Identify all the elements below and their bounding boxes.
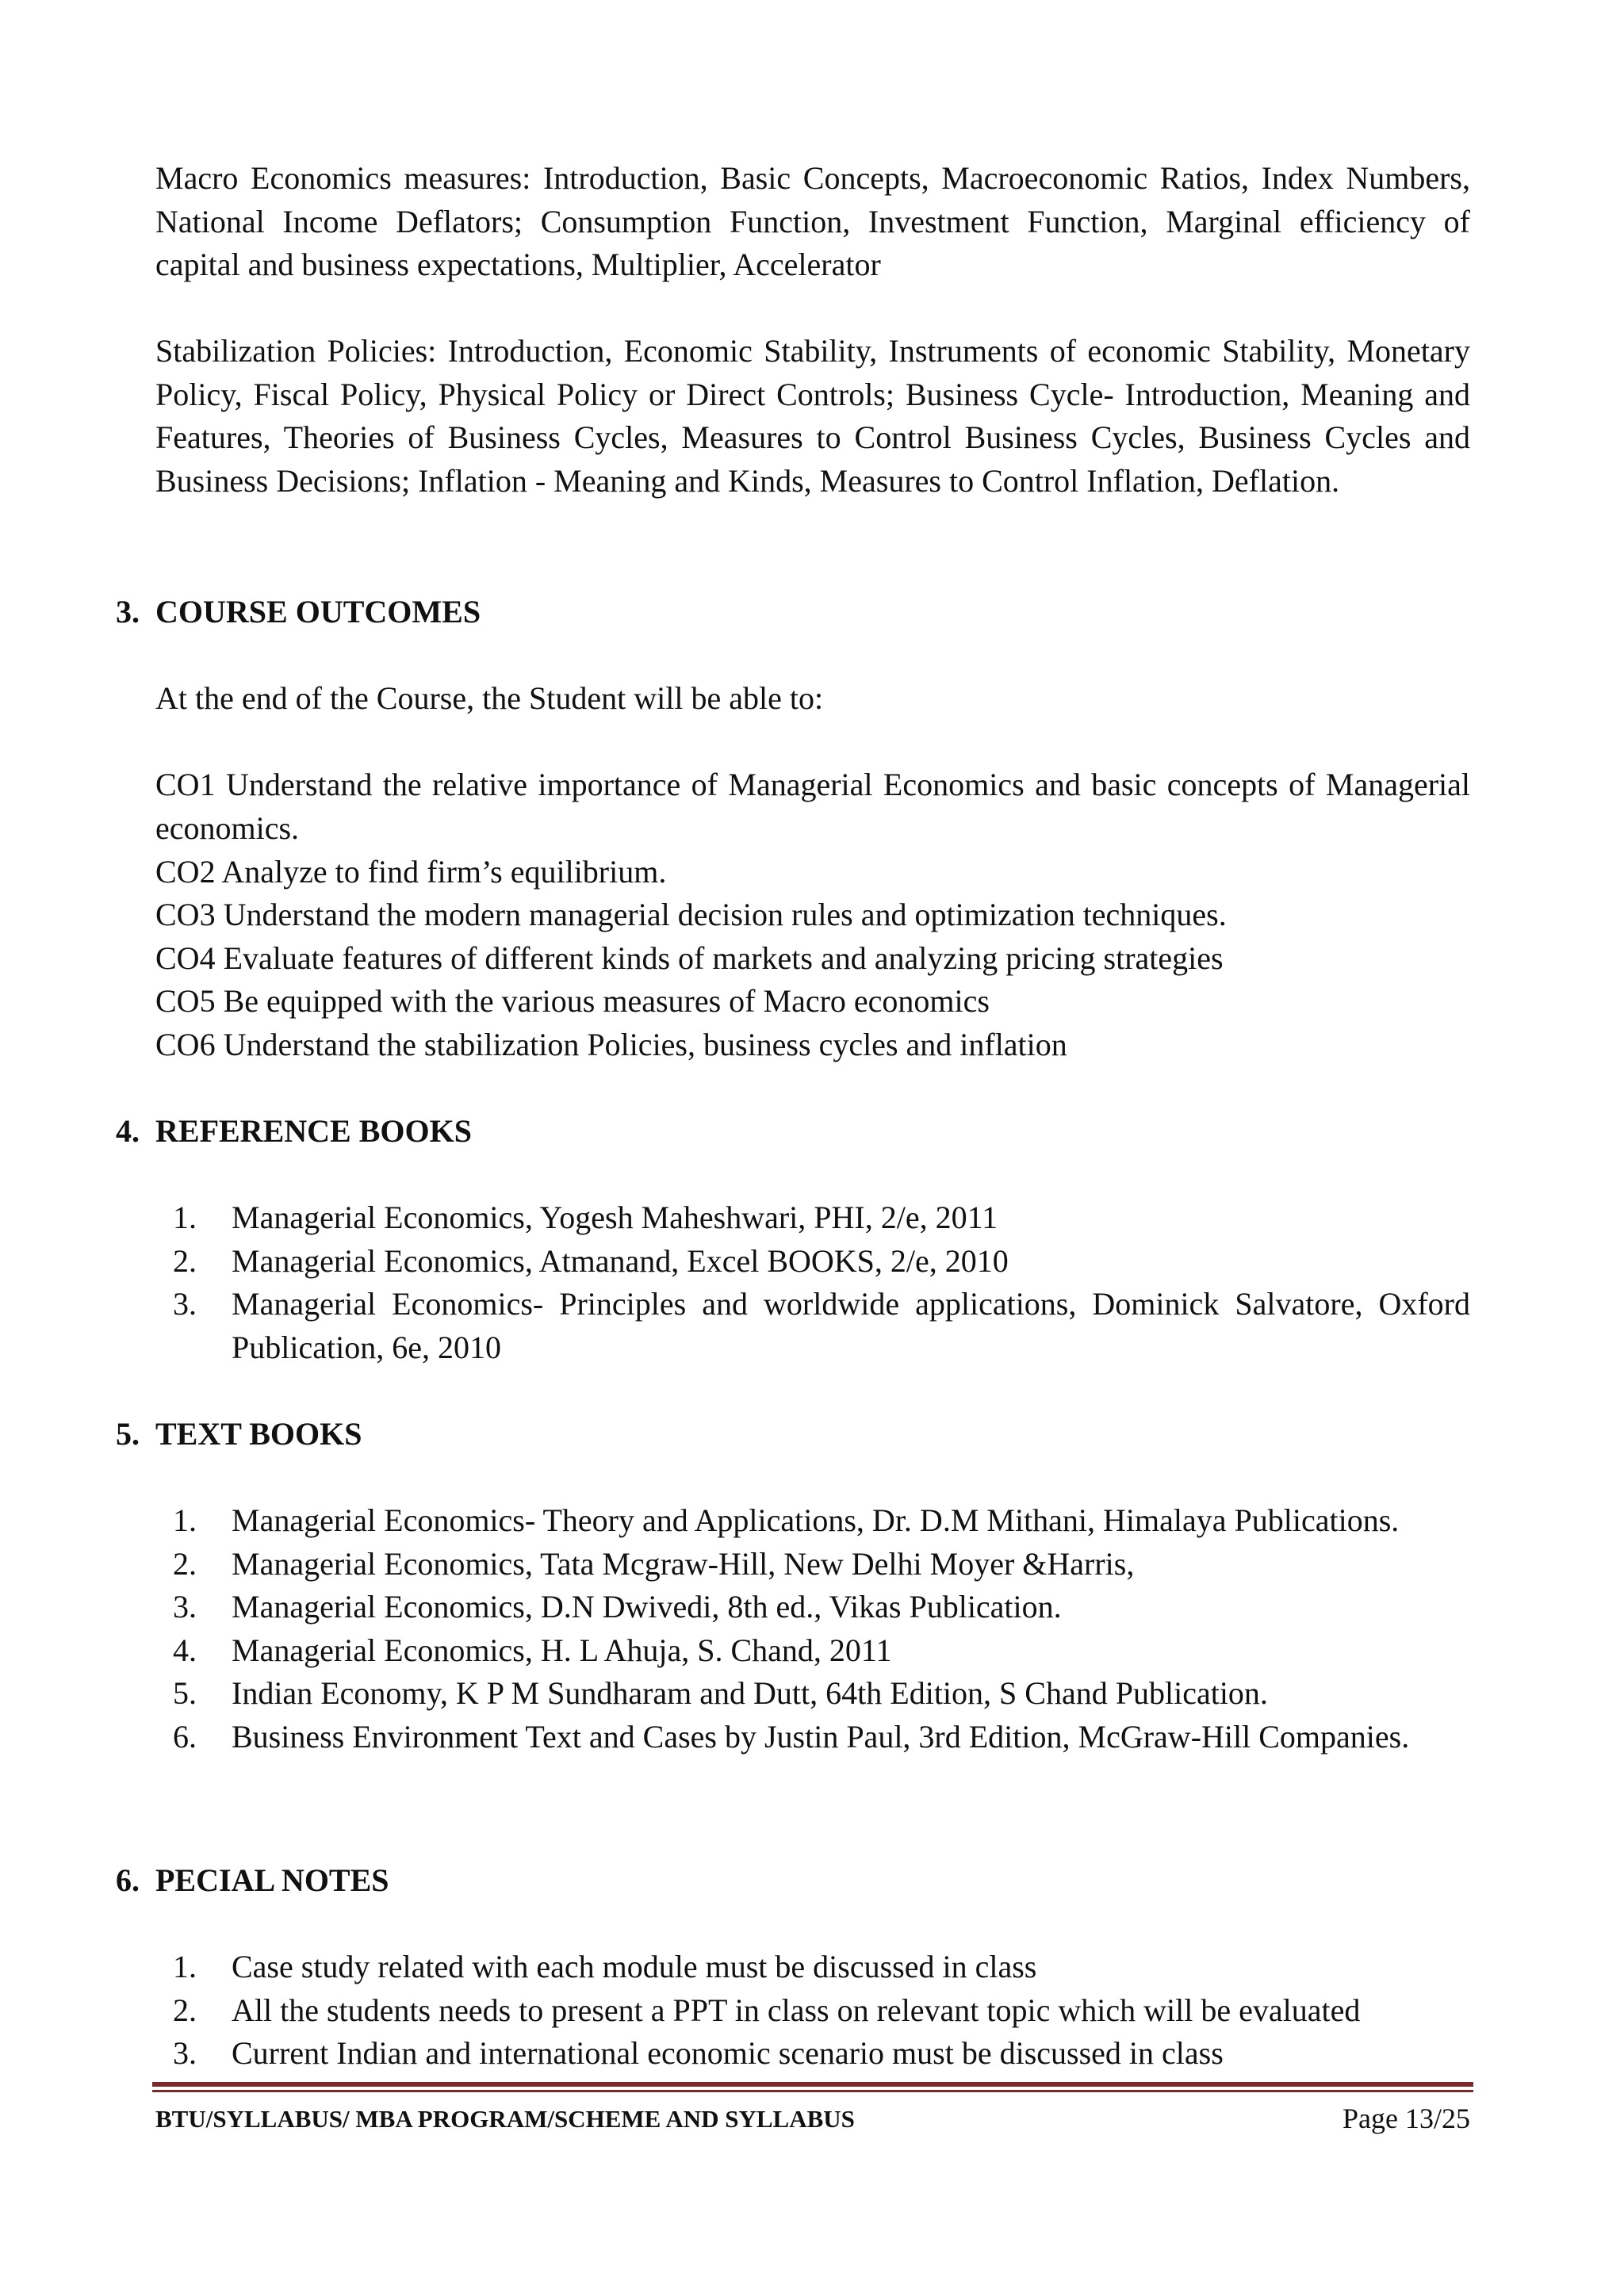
special-notes-list: [155, 1946, 1470, 2076]
footer-divider-thin: [152, 2090, 1473, 2092]
list-item: [155, 1716, 1470, 1759]
list-item: [155, 1499, 1470, 1543]
list-marker: 3.: [173, 1286, 197, 1322]
list-item: [155, 2032, 1470, 2076]
outcome-item: CO1 Understand the relative importance of Managerial Economics and basic concepts of Managerial economics.: [155, 767, 1470, 846]
list-item-text: Managerial Economics- Theory and Applications, Dr. D.M Mithani, Himalaya Publications.: [232, 1502, 1400, 1538]
list-item: [155, 1543, 1470, 1586]
section-title: TEXT BOOKS: [155, 1416, 362, 1452]
outcome-item: CO6 Understand the stabilization Policies, business cycles and inflation: [155, 1027, 1067, 1062]
section-title: PECIAL NOTES: [155, 1862, 389, 1898]
list-marker: 3.: [173, 1589, 197, 1624]
list-marker: 4.: [173, 1632, 197, 1668]
section-number: 6.: [116, 1862, 140, 1898]
section-heading-special-notes: [116, 1859, 389, 1902]
list-item-text: Business Environment Text and Cases by Justin Paul, 3rd Edition, McGraw-Hill Companies.: [232, 1718, 1410, 1755]
list-item: [155, 1989, 1470, 2033]
list-item: [155, 1240, 1470, 1284]
section-number: 5.: [116, 1416, 140, 1452]
list-item-text: Indian Economy, K P M Sundharam and Dutt, 64th Edition, S Chand Publication.: [232, 1675, 1268, 1711]
footer-document-title: BTU/SYLLABUS/ MBA PROGRAM/SCHEME AND SYLLABUS: [155, 2105, 855, 2133]
outcome-item: CO4 Evaluate features of different kinds of markets and analyzing pricing strategies: [155, 940, 1224, 976]
list-item-text: All the students needs to present a PPT in class on relevant topic which will be evaluated: [232, 1992, 1361, 2028]
list-marker: 6.: [173, 1718, 197, 1755]
list-marker: 2.: [173, 1242, 197, 1279]
list-item: [155, 1586, 1470, 1629]
list-item-text: Managerial Economics- Principles and worldwide applications, Dominick Salvatore, Oxford Publication, 6e, 2010: [232, 1286, 1470, 1365]
section-heading-reference-books: [116, 1110, 472, 1153]
list-marker: 2.: [173, 1545, 197, 1582]
outcome-item: CO3 Understand the modern managerial decision rules and optimization techniques.: [155, 897, 1227, 932]
outcome-item: CO2 Analyze to find firm’s equilibrium.: [155, 854, 667, 890]
section-heading-text-books: [116, 1413, 362, 1456]
list-item-text: Case study related with each module must be discussed in class: [232, 1949, 1037, 1984]
list-item-text: Managerial Economics, H. L Ahuja, S. Chand, 2011: [232, 1632, 892, 1668]
list-marker: 1.: [173, 1949, 197, 1984]
list-item-text: Managerial Economics, D.N Dwivedi, 8th ed., Vikas Publication.: [232, 1589, 1062, 1624]
stabilization-policies-paragraph: Stabilization Policies: Introduction, Economic Stability, Instruments of economic Stability, Monetary Policy, Fiscal Policy, Physical Policy or Direct Controls; Business Cycle- Introduction, Meaning and Features, Theories of Business Cycles, Measures to Control Business Cycles, Business Cycles and Business Decisions; Inflation - Meaning and Kinds, Measures to Control Inflation, Deflation.: [155, 333, 1470, 499]
list-item: [155, 1629, 1470, 1673]
list-marker: 1.: [173, 1502, 197, 1538]
list-item: [155, 1196, 1470, 1240]
reference-books-list: [155, 1196, 1470, 1369]
section-title: COURSE OUTCOMES: [155, 594, 481, 629]
list-item-text: Managerial Economics, Atmanand, Excel BOOKS, 2/e, 2010: [232, 1242, 1009, 1279]
list-marker: 3.: [173, 2035, 197, 2071]
list-marker: 1.: [173, 1200, 197, 1235]
footer-page-number: Page 13/25: [1342, 2103, 1470, 2134]
outcomes-intro: At the end of the Course, the Student will be able to:: [155, 680, 824, 716]
section-number: 3.: [116, 594, 140, 629]
list-item-text: Managerial Economics, Yogesh Maheshwari, PHI, 2/e, 2011: [232, 1200, 998, 1235]
macro-economics-paragraph: Macro Economics measures: Introduction, Basic Concepts, Macroeconomic Ratios, Index Numbers, National Income Deflators; Consumption Function, Investment Function, Marginal efficiency of capital and business expectations, Multiplier, Accelerator: [155, 160, 1470, 282]
section-title: REFERENCE BOOKS: [155, 1113, 472, 1149]
list-item: [155, 1672, 1470, 1716]
list-marker: 2.: [173, 1992, 197, 2028]
list-marker: 5.: [173, 1675, 197, 1711]
footer-divider-thick: [152, 2082, 1473, 2087]
text-books-list: [155, 1499, 1470, 1758]
section-heading-course-outcomes: [116, 591, 481, 633]
section-number: 4.: [116, 1113, 140, 1149]
list-item-text: Managerial Economics, Tata Mcgraw-Hill, New Delhi Moyer &Harris,: [232, 1545, 1135, 1582]
outcome-item: CO5 Be equipped with the various measures of Macro economics: [155, 983, 990, 1019]
list-item-text: Current Indian and international economic scenario must be discussed in class: [232, 2035, 1224, 2071]
list-item: [155, 1283, 1470, 1369]
list-item: [155, 1946, 1470, 1989]
